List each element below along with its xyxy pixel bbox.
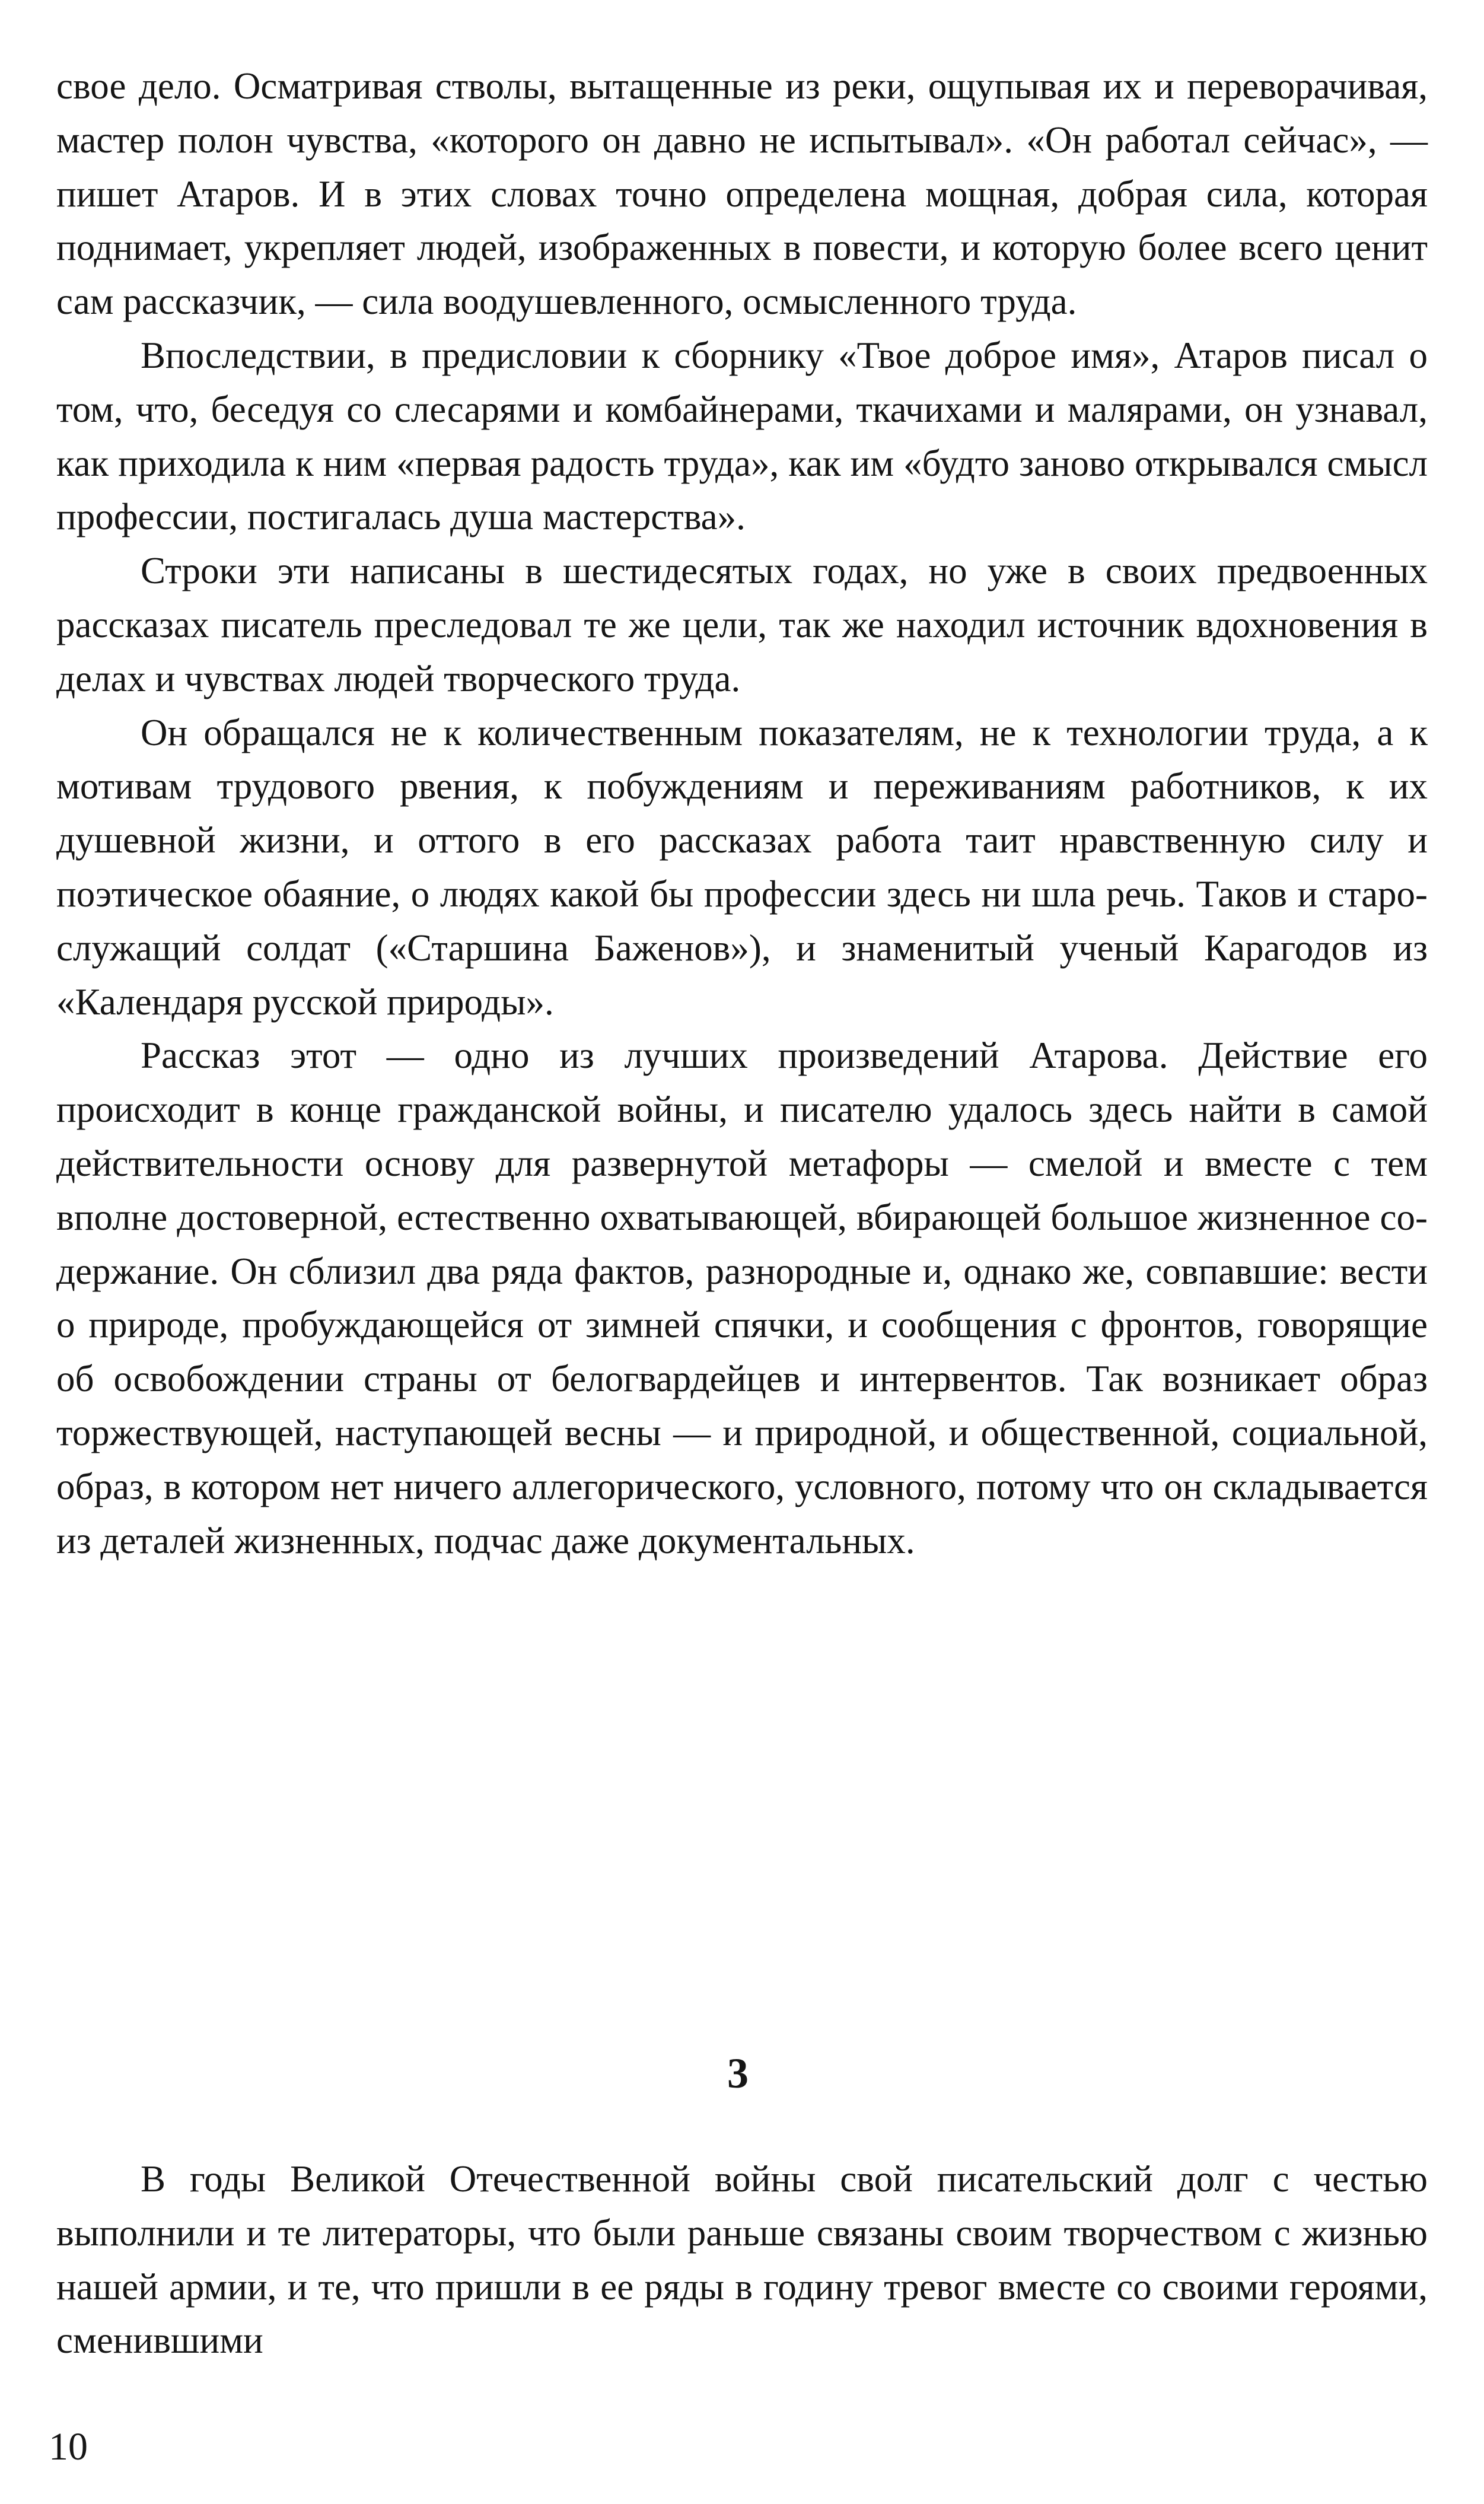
paragraph-3: Строки эти написаны в шестидесятых годах, но уже в своих предвоенных рассказах писатель преследовал те же цели, так же находил источник вдохновения в делах и чувствах людей творческого труда. <box>56 550 1428 699</box>
paragraph-2: Впоследствии, в предисловии к сборнику «Твое доброе имя», Атаров писал о том, что, беседуя со слесарями и комбайнерами, ткачихами и малярами, он узнавал, как приходила к ним «первая радость труда», как им «будто заново открывался смысл профессии, постигалась душа мастерства». <box>56 334 1428 538</box>
paragraph-4: Он обращался не к количественным показателям, не к технологии труда, а к мотивам трудового рвения, к побуждениям и переживаниям работников, к их душевной жизни, и оттого в его рассказах работа таит нравственную силу и поэтическое обаяние, о людях какой бы профессии здесь ни шла речь. Таков и старослужащий солдат («Старшина Баженов»), и знаменитый ученый Карагодов из «Календаря русской природы». <box>56 711 1428 1023</box>
section-text-block <box>56 2152 1428 2368</box>
paragraph-5: Рассказ этот — одно из лучших произведений Атарова. Действие его происходит в конце гражданской войны, и писателю удалось здесь найти в самой действительности основу для развернутой метафоры — смелой и вместе с тем вполне достоверной, естественно охватывающей, вбирающей большое жизненное содержание. Он сблизил два ряда фактов, разнородные и, однако же, совпавшие: вести о природе, пробуждающейся от зимней спячки, и сообщения с фронтов, говорящие об освобождении страны от белогвардейцев и интервентов. Так возникает образ торжествующей, наступающей весны — и природной, и общественной, социальной, образ, в котором нет ничего аллегорического, условного, потому что он складывается из деталей жизненных, подчас даже документальных. <box>56 1035 1428 1561</box>
page-number: 10 <box>49 2425 88 2468</box>
section-paragraph-1: В годы Великой Отечественной войны свой писательский долг с честью выполнили и те литераторы, что были раньше связаны своим творчеством с жизнью нашей армии, и те, что пришли в ее ряды в годину тревог вместе со своими героями, сменившими <box>56 2158 1428 2362</box>
paragraph-1: свое дело. Осматривая стволы, вытащенные из реки, ощупывая их и переворачивая, мастер полон чувства, «которого он давно не испытывал». «Он работал сейчас», — пишет Атаров. И в этих словах точно определена мощная, добрая сила, которая поднимает, укрепляет людей, изображенных в повести, и которую более всего ценит сам рассказчик, — сила воодушевленного, осмысленного труда. <box>56 65 1428 323</box>
main-text-block <box>56 59 1428 1567</box>
section-number: 3 <box>727 2050 749 2097</box>
